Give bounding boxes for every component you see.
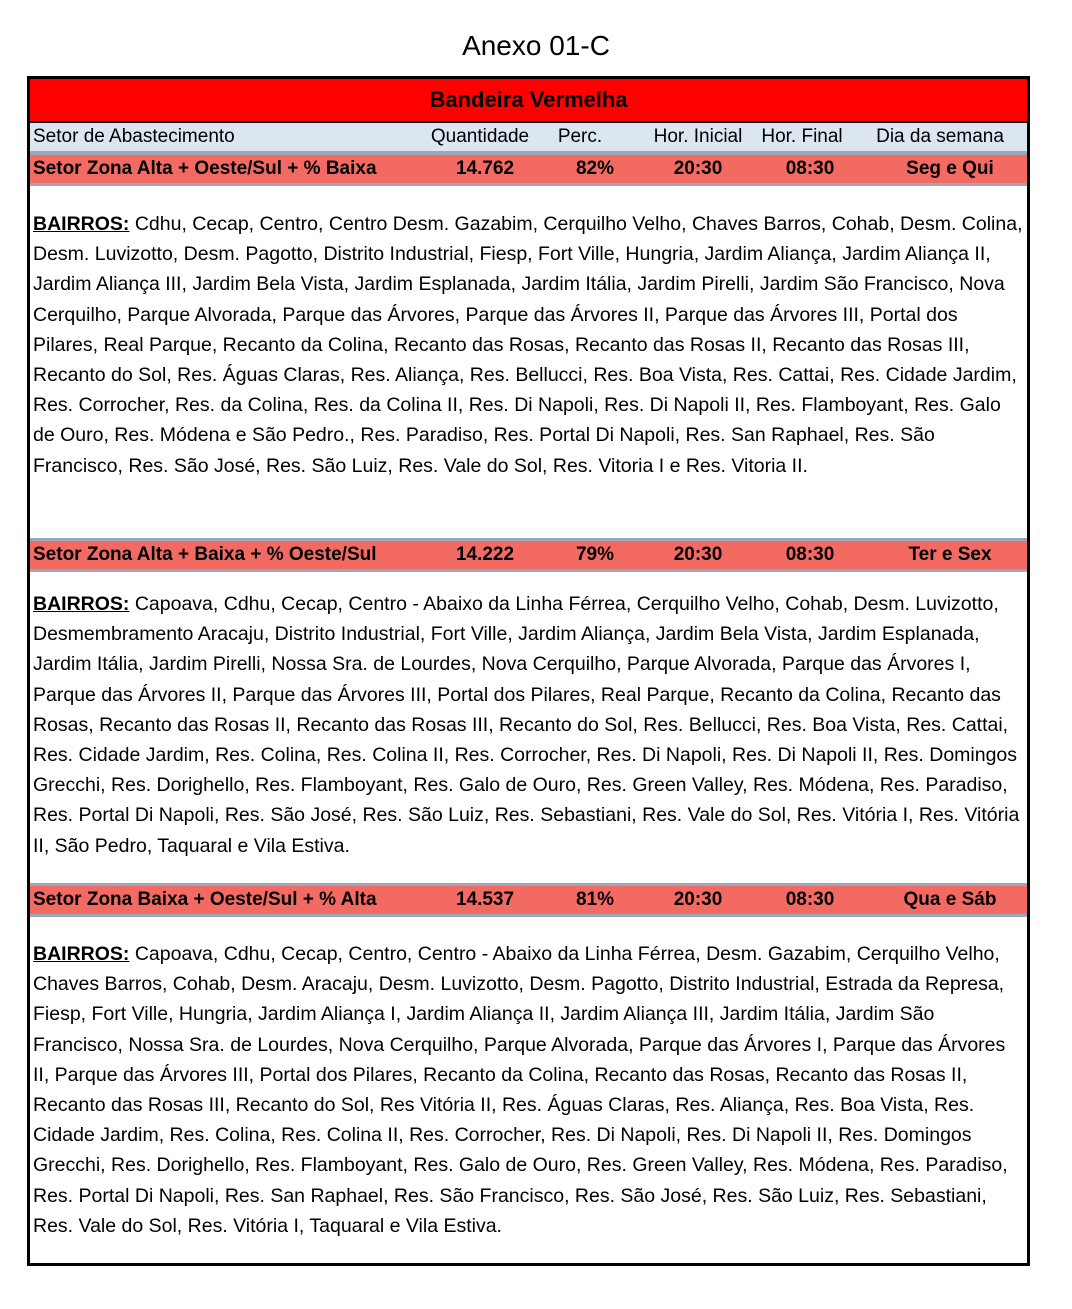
header-quantidade: Quantidade <box>430 126 530 147</box>
bairros-list: Capoava, Cdhu, Cecap, Centro - Abaixo da Linha Férrea, Cerquilho Velho, Cohab, Desm. Luvizotto, Desmembramento Aracaju, Distrito Industrial, Fort Ville, Jardim Aliança, Jardim Bela Vista, Jardim Esplanada, Jardim Itália, Jardim Pirelli, Nossa Sra. de Lourdes, Nova Cerquilho, Parque Alvorada, Parque das Árvores I, Parque das Árvores II, Parque das Árvores III, Portal dos Pilares, Real Parque, Recanto da Colina, Recanto das Rosas, Recanto das Rosas II, Recanto das Rosas III, Recanto do Sol, Res. Bellucci, Res. Boa Vista, Res. Cattai, Res. Cidade Jardim, Res. Colina, Res. Colina II, Res. Corrocher, Res. Di Napoli, Res. Di Napoli II, Res. Domingos Grecchi, Res. Dorighello, Res. Flamboyant, Res. Galo de Ouro, Res. Green Valley, Res. Módena, Res. Paradiso, Res. Portal Di Napoli, Res. São José, Res. São Luiz, Res. Sebastiani, Res. Vale do Sol, Res. Vitória I, Res. Vitória II, São Pedro, Taquaral e Vila Estiva. <box>33 593 1020 857</box>
sector-dia: Qua e Sáb <box>903 889 997 910</box>
table-header <box>30 123 1027 153</box>
sector-hor-inicial: 20:30 <box>673 544 723 565</box>
flag-banner: Bandeira Vermelha <box>30 79 1027 123</box>
sector-perc: 81% <box>575 889 615 910</box>
sector-perc: 79% <box>575 544 615 565</box>
bairros-block <box>33 939 1023 1241</box>
sector-quantidade: 14.762 <box>455 158 515 179</box>
sector-row <box>30 538 1027 572</box>
sector-dia: Seg e Qui <box>906 158 994 179</box>
sector-hor-final: 08:30 <box>785 544 835 565</box>
sector-row <box>30 883 1027 917</box>
bairros-list: Cdhu, Cecap, Centro, Centro Desm. Gazabim, Cerquilho Velho, Chaves Barros, Cohab, Desm. Colina, Desm. Luvizotto, Desm. Pagotto, Distrito Industrial, Fiesp, Fort Ville, Hungria, Jardim Aliança, Jardim Aliança II, Jardim Aliança III, Jardim Bela Vista, Jardim Esplanada, Jardim Itália, Jardim Pirelli, Jardim São Francisco, Nova Cerquilho, Parque Alvorada, Parque das Árvores, Parque das Árvores II, Parque das Árvores III, Portal dos Pilares, Real Parque, Recanto da Colina, Recanto das Rosas, Recanto das Rosas II, Recanto das Rosas III, Recanto do Sol, Res. Águas Claras, Res. Aliança, Res. Bellucci, Res. Boa Vista, Res. Cattai, Res. Cidade Jardim, Res. Corrocher, Res. da Colina, Res. da Colina II, Res. Di Napoli, Res. Di Napoli II, Res. Flamboyant, Res. Galo de Ouro, Res. Módena e São Pedro., Res. Paradiso, Res. Portal Di Napoli, Res. San Raphael, Res. São Francisco, Res. São José, Res. São Luiz, Res. Vale do Sol, Res. Vitoria I e Res. Vitoria II. <box>33 213 1023 477</box>
bairros-block <box>33 589 1023 861</box>
bairros-block <box>33 209 1023 481</box>
header-setor: Setor de Abastecimento <box>33 126 235 147</box>
sector-perc: 82% <box>575 158 615 179</box>
sector-hor-inicial: 20:30 <box>673 889 723 910</box>
bairros-list: Capoava, Cdhu, Cecap, Centro, Centro - Abaixo da Linha Férrea, Desm. Gazabim, Cerquilho Velho, Chaves Barros, Cohab, Desm. Aracaju, Desm. Luvizotto, Desm. Pagotto, Distrito Industrial, Estrada da Represa, Fiesp, Fort Ville, Hungria, Jardim Aliança I, Jardim Aliança II, Jardim Aliança III, Jardim Itália, Jardim São Francisco, Nossa Sra. de Lourdes, Nova Cerquilho, Parque Alvorada, Parque das Árvores I, Parque das Árvores II, Parque das Árvores III, Portal dos Pilares, Recanto da Colina, Recanto das Rosas, Recanto das Rosas II, Recanto das Rosas III, Recanto do Sol, Res Vitória II, Res. Águas Claras, Res. Aliança, Res. Boa Vista, Res. Cidade Jardim, Res. Colina, Res. Colina II, Res. Corrocher, Res. Di Napoli, Res. Di Napoli II, Res. Domingos Grecchi, Res. Dorighello, Res. Flamboyant, Res. Galo de Ouro, Res. Green Valley, Res. Módena, Res. Paradiso, Res. Portal Di Napoli, Res. San Raphael, Res. São Francisco, Res. São José, Res. São Luiz, Res. Sebastiani, Res. Vale do Sol, Res. Vitória I, Taquaral e Vila Estiva. <box>33 943 1008 1237</box>
header-hor-inicial: Hor. Inicial <box>653 126 743 147</box>
header-perc: Perc. <box>557 126 603 147</box>
bairros-label: BAIRROS: <box>33 593 130 615</box>
schedule-table <box>27 76 1030 1266</box>
header-hor-final: Hor. Final <box>761 126 843 147</box>
sector-name: Setor Zona Baixa + Oeste/Sul + % Alta <box>33 889 377 910</box>
sector-quantidade: 14.537 <box>455 889 515 910</box>
document-title: Anexo 01-C <box>462 30 610 61</box>
bairros-label: BAIRROS: <box>33 213 130 235</box>
bairros-label: BAIRROS: <box>33 943 130 965</box>
header-dia-semana: Dia da semana <box>876 126 1004 147</box>
sector-hor-final: 08:30 <box>785 158 835 179</box>
sector-row <box>30 152 1027 186</box>
sector-name: Setor Zona Alta + Baixa + % Oeste/Sul <box>33 544 377 565</box>
sector-dia: Ter e Sex <box>908 544 992 565</box>
sector-hor-final: 08:30 <box>785 889 835 910</box>
sector-name: Setor Zona Alta + Oeste/Sul + % Baixa <box>33 158 377 179</box>
sector-hor-inicial: 20:30 <box>673 158 723 179</box>
sector-quantidade: 14.222 <box>455 544 515 565</box>
